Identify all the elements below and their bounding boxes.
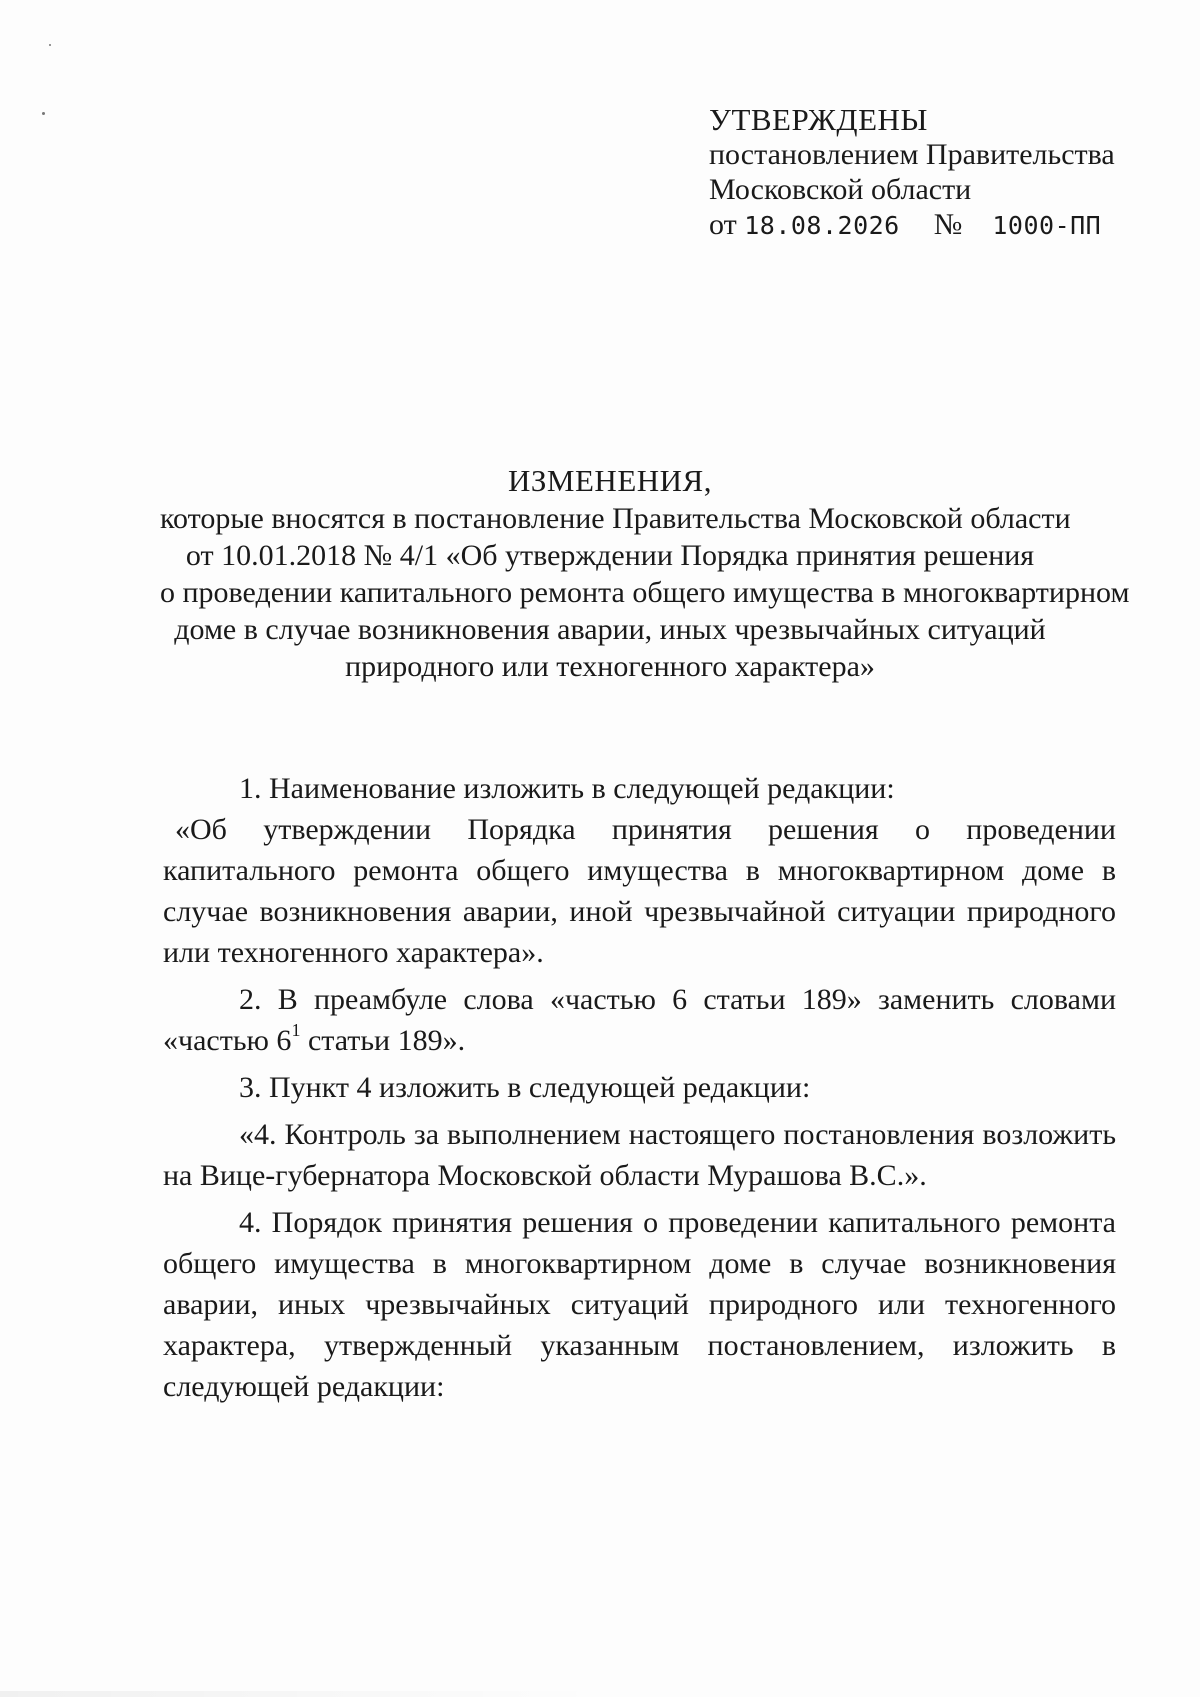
item-2-part-1: 2. В преамбуле слова «частью 6 статьи 189» заменить словами «частью 6 [163, 983, 1116, 1057]
approval-line-1: постановлением Правительства [709, 138, 1115, 171]
approval-number-sign: № [933, 208, 963, 241]
approval-date: 18.08.2026 [744, 211, 900, 240]
heading-line: доме в случае возникновения аварии, иных чрезвычайных ситуаций [174, 613, 1046, 646]
item-1-text: «Об утверждении Порядка принятия решения о проведении капитального ремонта общего имущества в многоквартирном доме в случае возникновения аварии, иной чрезвычайной ситуации природного или техногенного характера». [163, 813, 1116, 969]
approval-title: УТВЕРЖДЕНЫ [709, 102, 928, 137]
heading-line: природного или техногенного характера» [345, 650, 875, 683]
heading-line: которые вносятся в постановление Правительства Московской области [160, 502, 1071, 535]
approval-date-line [709, 207, 1149, 243]
approval-date-prefix: от [709, 208, 737, 241]
document-heading [160, 462, 1130, 685]
approval-stamp-block [709, 102, 1149, 243]
item-2-part-2: статьи 189». [300, 1024, 466, 1057]
heading-line: о проведении капитального ремонта общего имущества в многоквартирном [160, 576, 1130, 609]
document-body [163, 768, 1116, 1407]
heading-title: ИЗМЕНЕНИЯ, [508, 463, 712, 498]
scan-speck [49, 44, 51, 46]
item-1-title: 1. Наименование изложить в следующей редакции: [239, 772, 895, 805]
scan-edge-artifact [0, 1691, 600, 1697]
item-3-title: 3. Пункт 4 изложить в следующей редакции: [239, 1071, 811, 1104]
item-2-text [163, 979, 1116, 1061]
approval-line-2: Московской области [709, 173, 972, 206]
scan-speck [42, 112, 45, 115]
item-2-superscript: 1 [291, 1020, 301, 1040]
item-4-text: 4. Порядок принятия решения о проведении капитального ремонта общего имущества в многоквартирном доме в случае возникновения аварии, иных чрезвычайных ситуаций природного или техногенного характера, утвержденный указанным постановлением, изложить в следующей редакции: [163, 1206, 1116, 1403]
heading-line: от 10.01.2018 № 4/1 «Об утверждении Порядка принятия решения [185, 539, 1035, 572]
approval-number: 1000-ПП [992, 211, 1102, 240]
item-3-text: «4. Контроль за выполнением настоящего постановления возложить на Вице-губернатора Московской области Мурашова В.С.». [163, 1118, 1116, 1192]
